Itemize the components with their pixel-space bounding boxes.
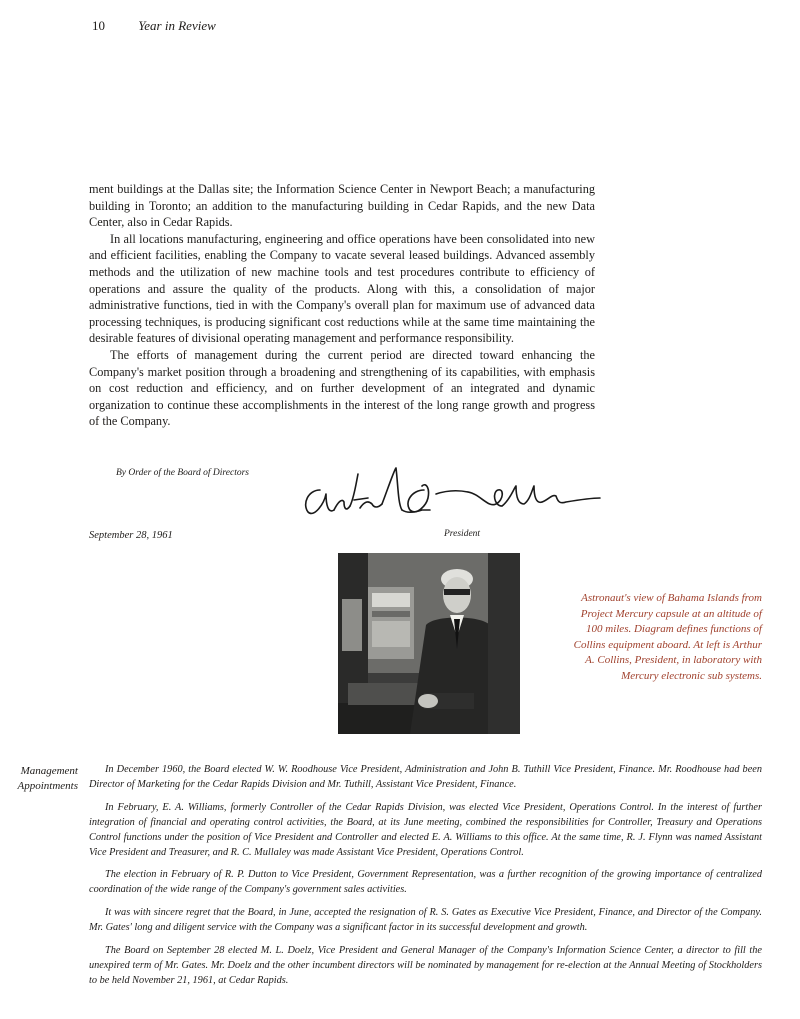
- running-title: Year in Review: [138, 18, 216, 33]
- appointment-paragraph: The election in February of R. P. Dutton to Vice President, Government Representation, was a further recognition of the growing importance of centralized coordination of the wide range of the Company's government sales activities.: [89, 869, 762, 896]
- page-header: [92, 18, 216, 34]
- section-heading-line: Appointments: [17, 779, 78, 792]
- signer-title: President: [444, 529, 481, 539]
- page-number: 10: [92, 18, 105, 33]
- appointments-text: [89, 763, 762, 997]
- photo-caption: Astronaut's view of Bahama Islands from Project Mercury capsule at an altitude of 100 miles. Diagram defines functions of Collins equipment aboard. At left is Arthur A. Collins, President, in laboratory with Mercury electronic sub systems.: [573, 592, 762, 682]
- section-heading: [0, 764, 78, 793]
- appointment-paragraph: In February, E. A. Williams, formerly Controller of the Cedar Rapids Division, was elected Vice President, Operations Control. In the interest of further integration of financial and operating control activities, the Board, at its June meeting, combined the responsibilities for Controller, Treasury and Operations Control functions under the position of Vice President and Controller and elected E. A. Williams to this office. At the same time, R. J. Flynn was named Assistant Vice President and Treasurer, and R. C. Mullaley was made Assistant Vice President, Operations Control.: [89, 801, 762, 858]
- signoff-date: September 28, 1961: [89, 530, 173, 541]
- body-paragraph: The efforts of management during the current period are directed toward enhancing the Company's market position through a broadening and strengthening of its capabilities, with emphasis on cost reduction and efficiency, and on further development of an integrated and dynamic organization to continue these accomplishments in the interest of the long range growth and progress of the Company.: [89, 347, 595, 429]
- appointment-paragraph: The Board on September 28 elected M. L. Doelz, Vice President and General Manager of the Company's Information Science Center, a director to fill the unexpired term of Mr. Gates. Mr. Doelz and the other incumbent directors will be nominated by management for re-election at the Annual Meeting of Stockholders to be held November 21, 1961, at Cedar Rapids.: [89, 945, 762, 986]
- president-signature: [298, 464, 603, 528]
- order-line: By Order of the Board of Directors: [116, 468, 249, 478]
- appointment-paragraph: In December 1960, the Board elected W. W. Roodhouse Vice President, Administration and John B. Tuthill Vice President, Finance. Mr. Roodhouse had been Director of Marketing for the Cedar Rapids Division and Mr. Tuthill, Assistant Vice President, Finance.: [89, 764, 762, 790]
- report-body: [89, 181, 595, 430]
- photo-arthur-collins-laboratory: [338, 553, 520, 734]
- body-paragraph: In all locations manufacturing, engineering and office operations have been consolidated into new and efficient facilities, enabling the Company to vacate several leased buildings. Advanced assembly methods and the utilization of new machine tools and test procedures contribute to efficiency of operations and assure the quality of the products. Along with this, a consolidation of major administrative functions, tied in with the Company's overall plan for maximum use of advanced data processing techniques, is producing significant cost reductions while at the same time maintaining the desirable features of divisional operating management and performance responsibility.: [89, 231, 595, 346]
- section-heading-line: Management: [20, 765, 78, 777]
- appointment-paragraph: It was with sincere regret that the Board, in June, accepted the resignation of R. S. Gates as Executive Vice President, Finance, and Director of the Company. Mr. Gates' long and diligent service with the Company was a significant factor in its successful development and growth.: [89, 907, 762, 934]
- body-paragraph: ment buildings at the Dallas site; the Information Science Center in Newport Beach; a manufacturing building in Toronto; an addition to the manufacturing building in Cedar Rapids, and the new Data Center, also in Cedar Rapids.: [89, 182, 595, 230]
